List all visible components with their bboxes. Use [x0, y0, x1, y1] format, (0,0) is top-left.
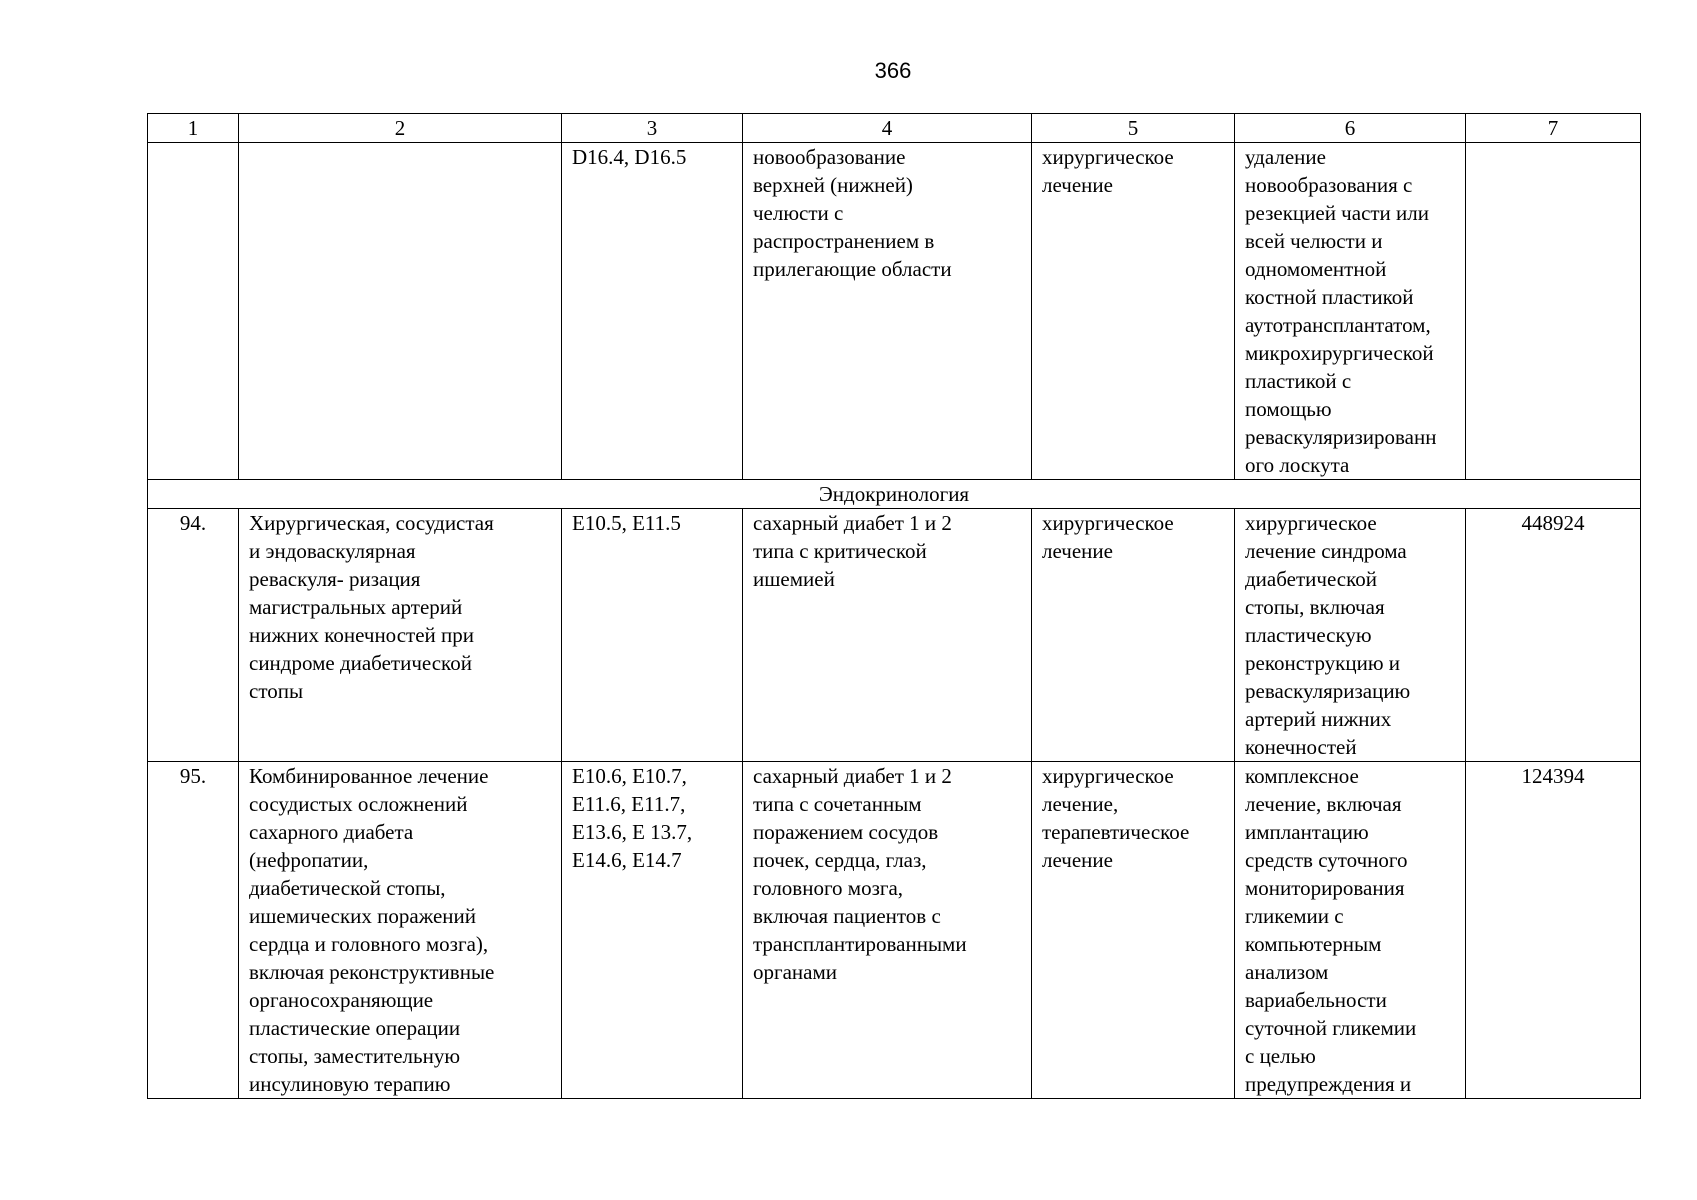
table-row-continued: [148, 143, 1641, 480]
column-number: 2: [239, 114, 562, 143]
row-number-cell: [148, 143, 239, 480]
treatment-method-cell: удаление новообразования с резекцией части или всей челюсти и одномоментной костной пластикой аутотрансплантатом, микрохирургической пластикой с помощью реваскуляризированн ого лоскута: [1235, 143, 1466, 480]
column-number: 7: [1466, 114, 1641, 143]
column-number: 4: [743, 114, 1032, 143]
diagnosis-cell: сахарный диабет 1 и 2 типа с сочетанным поражением сосудов почек, сердца, глаз, головного мозга, включая пациентов с трансплантированными органами: [743, 762, 1032, 1099]
medical-care-table: [147, 113, 1641, 1099]
page-number: 366: [874, 58, 912, 83]
cost-cell: 124394: [1466, 762, 1641, 1099]
care-name-cell: Хирургическая, сосудистая и эндоваскулярная реваскуля- ризация магистральных артерий нижних конечностей при синдроме диабетической стопы: [239, 509, 562, 762]
section-row: [148, 480, 1641, 509]
care-name-cell: Комбинированное лечение сосудистых осложнений сахарного диабета (нефропатии, диабетической стопы, ишемических поражений сердца и головного мозга), включая реконструктивные органосохраняющие пластические операции стопы, заместительную инсулиновую терапию: [239, 762, 562, 1099]
column-number-row: [148, 114, 1641, 143]
icd-codes-cell: D16.4, D16.5: [562, 143, 743, 480]
column-number: 3: [562, 114, 743, 143]
column-number: 6: [1235, 114, 1466, 143]
column-number: 5: [1032, 114, 1235, 143]
treatment-method-cell: комплексное лечение, включая имплантацию средств суточного мониторирования гликемии с компьютерным анализом вариабельности суточной гликемии с целью предупреждения и: [1235, 762, 1466, 1099]
treatment-type-cell: хирургическое лечение: [1032, 143, 1235, 480]
cost-cell: [1466, 143, 1641, 480]
diagnosis-cell: новообразование верхней (нижней) челюсти с распространением в прилегающие области: [743, 143, 1032, 480]
treatment-type-cell: хирургическое лечение, терапевтическое лечение: [1032, 762, 1235, 1099]
section-title: Эндокринология: [148, 480, 1641, 509]
care-name-cell: [239, 143, 562, 480]
treatment-type-cell: хирургическое лечение: [1032, 509, 1235, 762]
table-row: [148, 762, 1641, 1099]
row-number-cell: 94.: [148, 509, 239, 762]
cost-cell: 448924: [1466, 509, 1641, 762]
icd-codes-cell: E10.6, E10.7, E11.6, E11.7, E13.6, E 13.7, E14.6, E14.7: [562, 762, 743, 1099]
column-number: 1: [148, 114, 239, 143]
table-row: [148, 509, 1641, 762]
diagnosis-cell: сахарный диабет 1 и 2 типа с критической ишемией: [743, 509, 1032, 762]
icd-codes-cell: E10.5, E11.5: [562, 509, 743, 762]
row-number-cell: 95.: [148, 762, 239, 1099]
treatment-method-cell: хирургическое лечение синдрома диабетической стопы, включая пластическую реконструкцию и реваскуляризацию артерий нижних конечностей: [1235, 509, 1466, 762]
